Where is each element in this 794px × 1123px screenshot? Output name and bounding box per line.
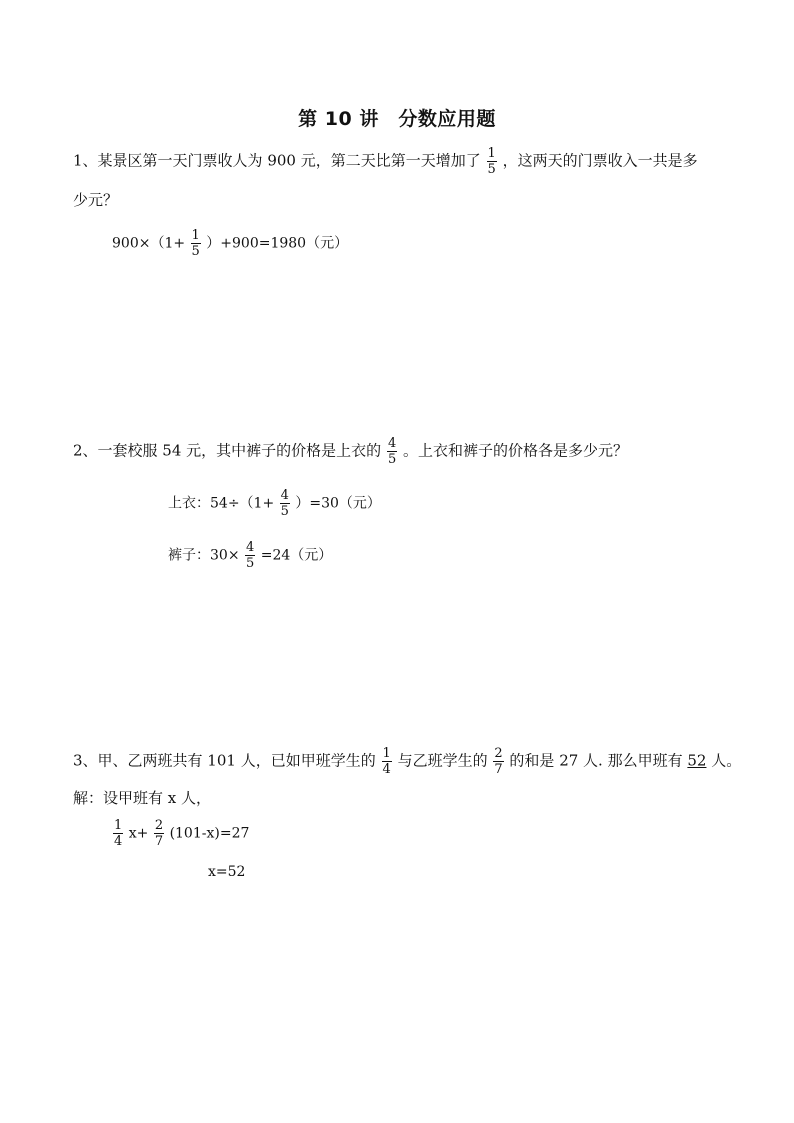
fraction-numerator: 1	[487, 146, 496, 161]
q3-eq-fraction-1	[113, 818, 123, 849]
question-1	[73, 146, 698, 177]
q3-eq-mid: x+	[128, 825, 149, 842]
q3-fraction-1	[382, 746, 392, 777]
q1-fraction	[487, 146, 497, 177]
q2-ans2-pre: 裤子：30×	[168, 547, 240, 564]
q1-answer-fraction	[191, 228, 201, 259]
q1-answer-post: ）+900=1980（元）	[206, 235, 349, 252]
q1-text-before: 1、某景区第一天门票收人为 900 元，第二天比第一天增加了	[73, 151, 481, 170]
q3-answer-blank: 52	[687, 751, 707, 770]
fraction-denominator: 5	[280, 504, 289, 519]
q3-eq-fraction-2	[154, 818, 164, 849]
question-2	[73, 436, 628, 467]
fraction-denominator: 5	[487, 162, 496, 177]
fraction-numerator: 4	[280, 488, 289, 503]
fraction-denominator: 7	[154, 834, 164, 849]
fraction-denominator: 4	[114, 834, 123, 849]
q3-text-d: 人。	[711, 751, 742, 770]
fraction-numerator: 2	[154, 818, 164, 833]
q3-text-c: 的和是 27 人. 那么甲班有	[509, 751, 683, 770]
q3-fraction-2	[493, 746, 503, 777]
fraction-denominator: 4	[382, 762, 391, 777]
q2-ans2-fraction	[245, 540, 255, 571]
q2-answer-1	[168, 488, 381, 519]
q2-answer-2	[168, 540, 332, 571]
fraction-numerator: 4	[387, 436, 397, 451]
fraction-numerator: 1	[382, 746, 391, 761]
fraction-denominator: 7	[494, 762, 503, 777]
q3-result: x=52	[208, 864, 246, 880]
question-3	[73, 746, 741, 777]
fraction-numerator: 2	[494, 746, 503, 761]
fraction-numerator: 4	[246, 540, 255, 555]
page-title: 第 10 讲 分数应用题	[298, 108, 496, 130]
q1-answer-pre: 900×（1+	[112, 235, 186, 252]
q2-fraction	[387, 436, 397, 467]
q1-text-after: ，这两天的门票收入一共是多	[502, 151, 698, 170]
fraction-denominator: 5	[387, 452, 397, 467]
q2-ans1-post: ）=30（元）	[295, 495, 381, 512]
fraction-numerator: 1	[114, 818, 123, 833]
fraction-denominator: 5	[191, 244, 200, 259]
q2-ans1-fraction	[280, 488, 290, 519]
fraction-numerator: 1	[191, 228, 200, 243]
q3-eq-post: (101-x)=27	[169, 825, 250, 842]
q2-ans2-post: =24（元）	[260, 547, 333, 564]
q3-text-a: 3、甲、乙两班共有 101 人，已如甲班学生的	[73, 751, 376, 770]
q1-line2: 少元？	[73, 191, 119, 209]
q3-text-b: 与乙班学生的	[397, 751, 488, 770]
q2-text-after: 。上衣和裤子的价格各是多少元？	[403, 441, 629, 460]
q2-ans1-pre: 上衣：54÷（1+	[168, 495, 275, 512]
q2-text-before: 2、一套校服 54 元，其中裤子的价格是上衣的	[73, 441, 382, 460]
q1-answer	[112, 228, 348, 259]
q3-equation	[112, 818, 249, 849]
fraction-denominator: 5	[246, 556, 255, 571]
q3-solution-line: 解：设甲班有 x 人，	[73, 789, 211, 807]
